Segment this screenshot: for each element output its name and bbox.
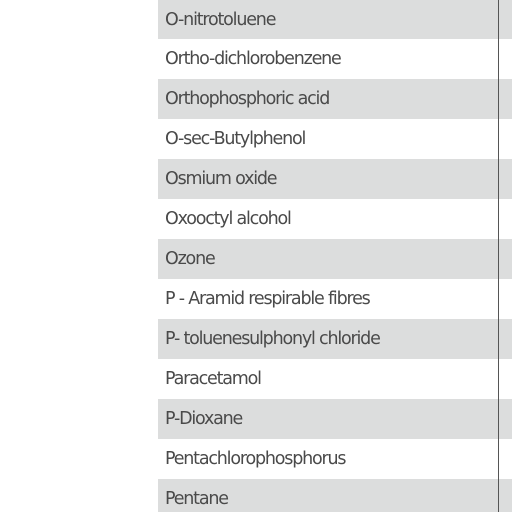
value-cell	[498, 439, 512, 479]
table-row	[158, 79, 512, 119]
substance-name: O-sec-Butylphenol	[165, 129, 306, 149]
value-cell	[498, 199, 512, 239]
substance-name: P - Aramid respirable fibres	[165, 289, 370, 309]
substance-name: Ortho-dichlorobenzene	[165, 49, 341, 69]
value-cell	[498, 399, 512, 439]
table-row	[158, 479, 512, 512]
substance-name: O-nitrotoluene	[165, 9, 276, 30]
table-row	[158, 239, 512, 279]
table-row	[158, 319, 512, 359]
substance-name: Paracetamol	[165, 369, 261, 389]
value-cell	[498, 159, 512, 199]
value-cell	[498, 279, 512, 319]
value-cell	[498, 319, 512, 359]
table-row	[158, 359, 512, 399]
table-row	[158, 39, 512, 79]
value-cell	[498, 0, 512, 39]
table-row	[158, 279, 512, 319]
table-row	[158, 399, 512, 439]
substance-name: Orthophosphoric acid	[165, 89, 330, 109]
value-cell	[498, 239, 512, 279]
table-row	[158, 199, 512, 239]
substance-name: Oxooctyl alcohol	[165, 209, 291, 229]
table-row	[158, 119, 512, 159]
value-cell	[498, 479, 512, 512]
substance-name: Ozone	[165, 249, 215, 269]
substance-table	[158, 0, 512, 512]
value-cell	[498, 79, 512, 119]
value-cell	[498, 39, 512, 79]
table-row	[158, 159, 512, 199]
substance-name: P-Dioxane	[165, 409, 243, 429]
substance-name: Pentane	[165, 489, 228, 509]
table-row	[158, 439, 512, 479]
value-cell	[498, 119, 512, 159]
table-row	[158, 0, 512, 39]
substance-name: P- toluenesulphonyl chloride	[165, 329, 380, 349]
substance-name: Pentachlorophosphorus	[165, 449, 346, 469]
value-cell	[498, 359, 512, 399]
substance-name: Osmium oxide	[165, 169, 277, 189]
